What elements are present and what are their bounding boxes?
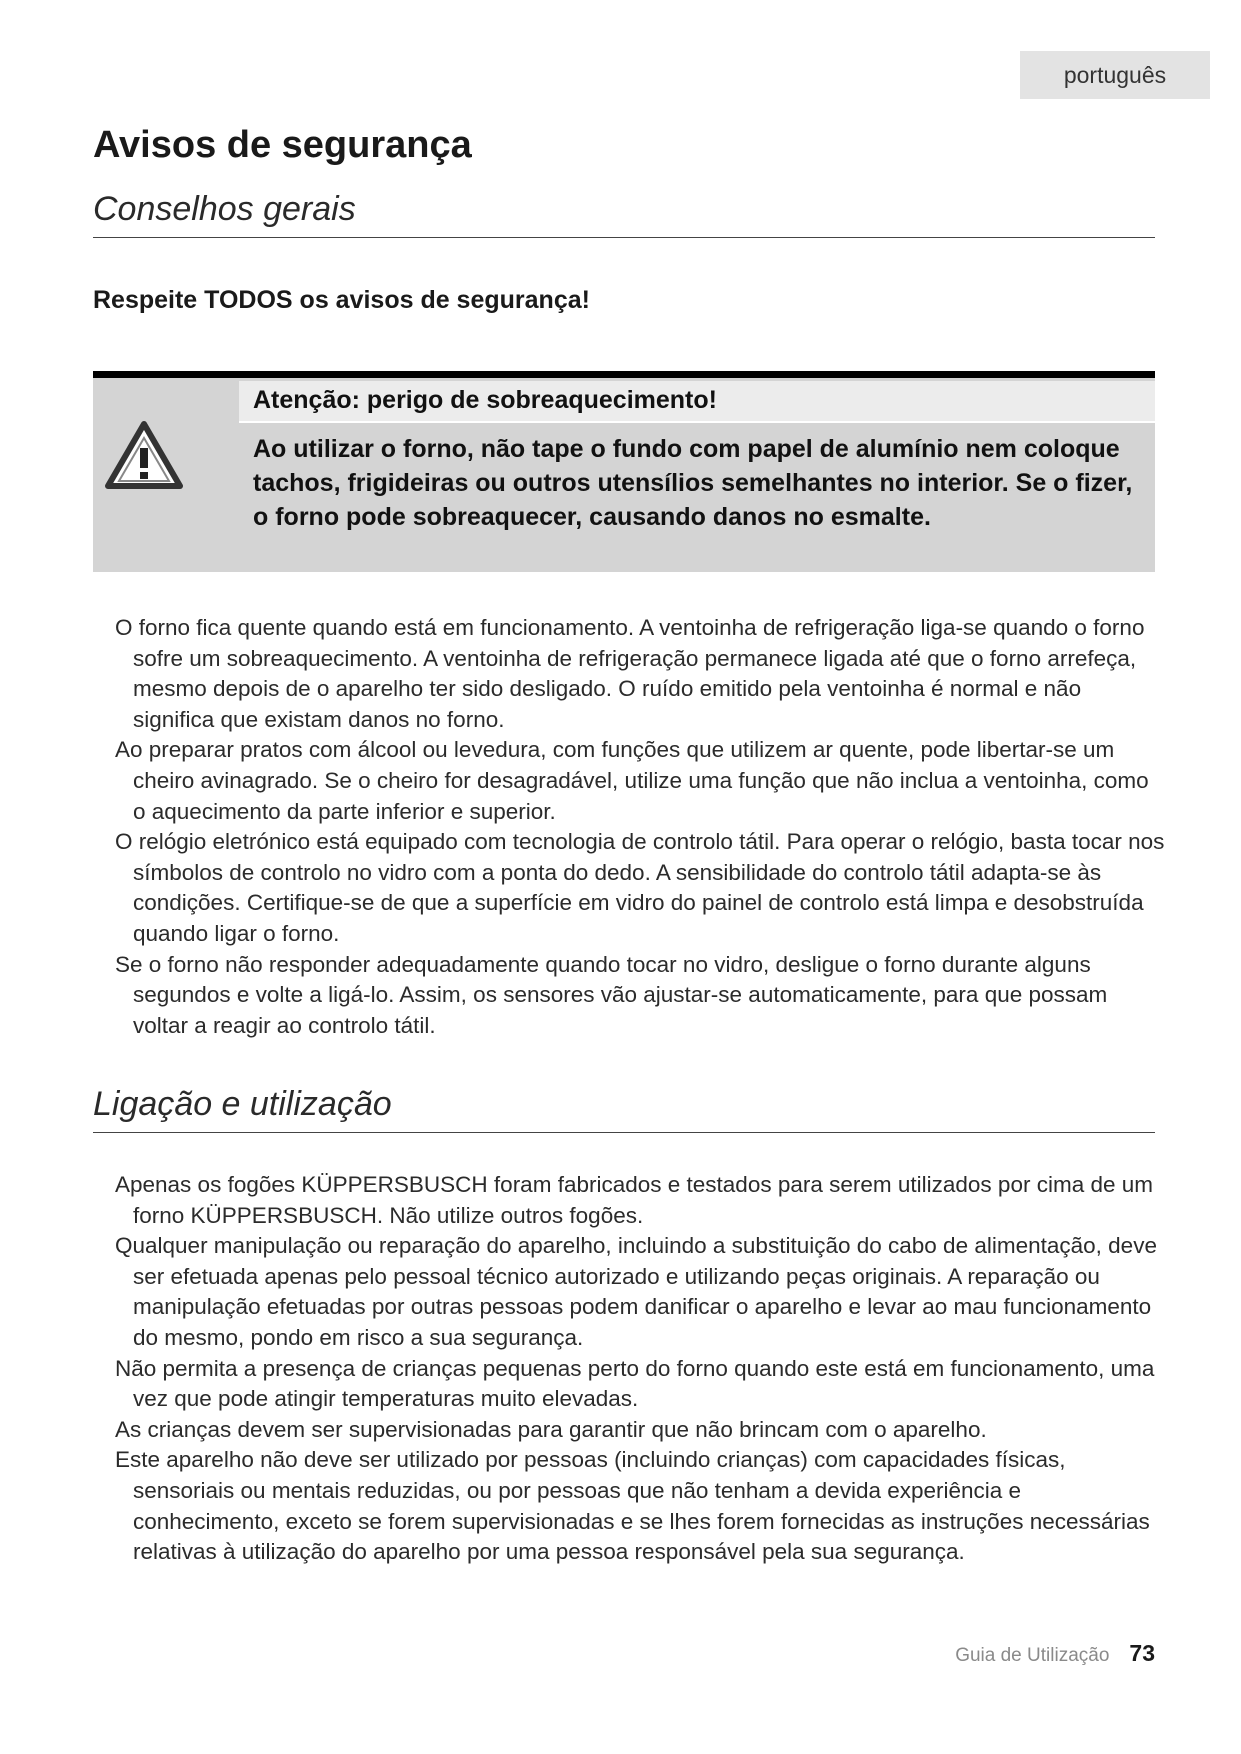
list-item: O forno fica quente quando está em funcionamento. A ventoinha de refrigeração liga-se quando o forno sofre um sobreaquecimento. A ventoinha de refrigeração permanece ligada até que o forno arrefeça, mesmo depois de o aparelho ter sido desligado. O ruído emitido pela ventoinha é normal e não significa que existam danos no forno. (115, 615, 1145, 732)
page-footer (955, 1640, 1155, 1667)
footer-label: Guia de Utilização (955, 1645, 1110, 1666)
list-item: Este aparelho não deve ser utilizado por pessoas (incluindo crianças) com capacidades físicas, sensoriais ou mentais reduzidas, ou por pessoas que não tenham a devida experiência e conhecimento, exceto se forem supervisionadas e se lhes forem fornecidas as instruções necessárias relativas à utilização do aparelho por uma pessoa responsável pela sua segurança. (115, 1447, 1150, 1565)
section-heading-general (93, 190, 1155, 238)
list-item: Ao preparar pratos com álcool ou levedura, com funções que utilizem ar quente, pode libertar-se um cheiro avinagrado. Se o cheiro for desagradável, utilize uma função que não inclua a ventoinha, como o aquecimento da parte inferior e superior. (115, 737, 1149, 824)
connection-use-list (115, 1170, 1165, 1568)
warning-triangle-icon (105, 420, 183, 495)
language-tab: português (1020, 51, 1210, 99)
subheading-respect-all: Respeite TODOS os avisos de segurança! (93, 286, 590, 314)
page-number: 73 (1129, 1640, 1155, 1666)
warning-box (93, 371, 1155, 572)
list-item: Qualquer manipulação ou reparação do aparelho, incluindo a substituição do cabo de alimentação, deve ser efetuada apenas pelo pessoal técnico autorizado e utilizando peças originais. A reparação ou manipulação efetuadas por outras pessoas podem danificar o aparelho e levar ao mau funcionamento do mesmo, pondo em risco a sua segurança. (115, 1233, 1157, 1350)
warning-title: Atenção: perigo de sobreaquecimento! (253, 386, 717, 414)
warning-body: Ao utilizar o forno, não tape o fundo com papel de alumínio nem coloque tachos, frigideiras ou outros utensílios semelhantes no interior. Se o fizer, o forno pode sobreaquecer, causando danos no esmalte. (253, 435, 1133, 531)
list-item: Não permita a presença de crianças pequenas perto do forno quando este está em funcionamento, uma vez que pode atingir temperaturas muito elevadas. (115, 1355, 1155, 1412)
list-item: As crianças devem ser supervisionadas para garantir que não brincam com o aparelho. (115, 1416, 987, 1442)
section-heading-connection (93, 1085, 1155, 1133)
warning-title-row (239, 381, 1155, 423)
section-heading-general-text: Conselhos gerais (93, 190, 356, 228)
list-item: Apenas os fogões KÜPPERSBUSCH foram fabricados e testados para serem utilizados por cima de um forno KÜPPERSBUSCH. Não utilize outros fogões. (115, 1172, 1153, 1228)
list-item: Se o forno não responder adequadamente quando tocar no vidro, desligue o forno durante alguns segundos e volte a ligá-lo. Assim, os sensores vão ajustar-se automaticamente, para que possam voltar a reagir ao controlo tátil. (115, 951, 1108, 1038)
list-item: O relógio eletrónico está equipado com tecnologia de controlo tátil. Para operar o relógio, basta tocar nos símbolos de controlo no vidro com a ponta do dedo. A sensibilidade do controlo tátil adapta-se às condições. Certifique-se de que a superfície em vidro do painel de controlo está limpa e desobstruída quando ligar o forno. (115, 829, 1165, 946)
page-title: Avisos de segurança (93, 124, 472, 166)
section-heading-connection-text: Ligação e utilização (93, 1085, 392, 1123)
general-advice-list (115, 613, 1165, 1041)
